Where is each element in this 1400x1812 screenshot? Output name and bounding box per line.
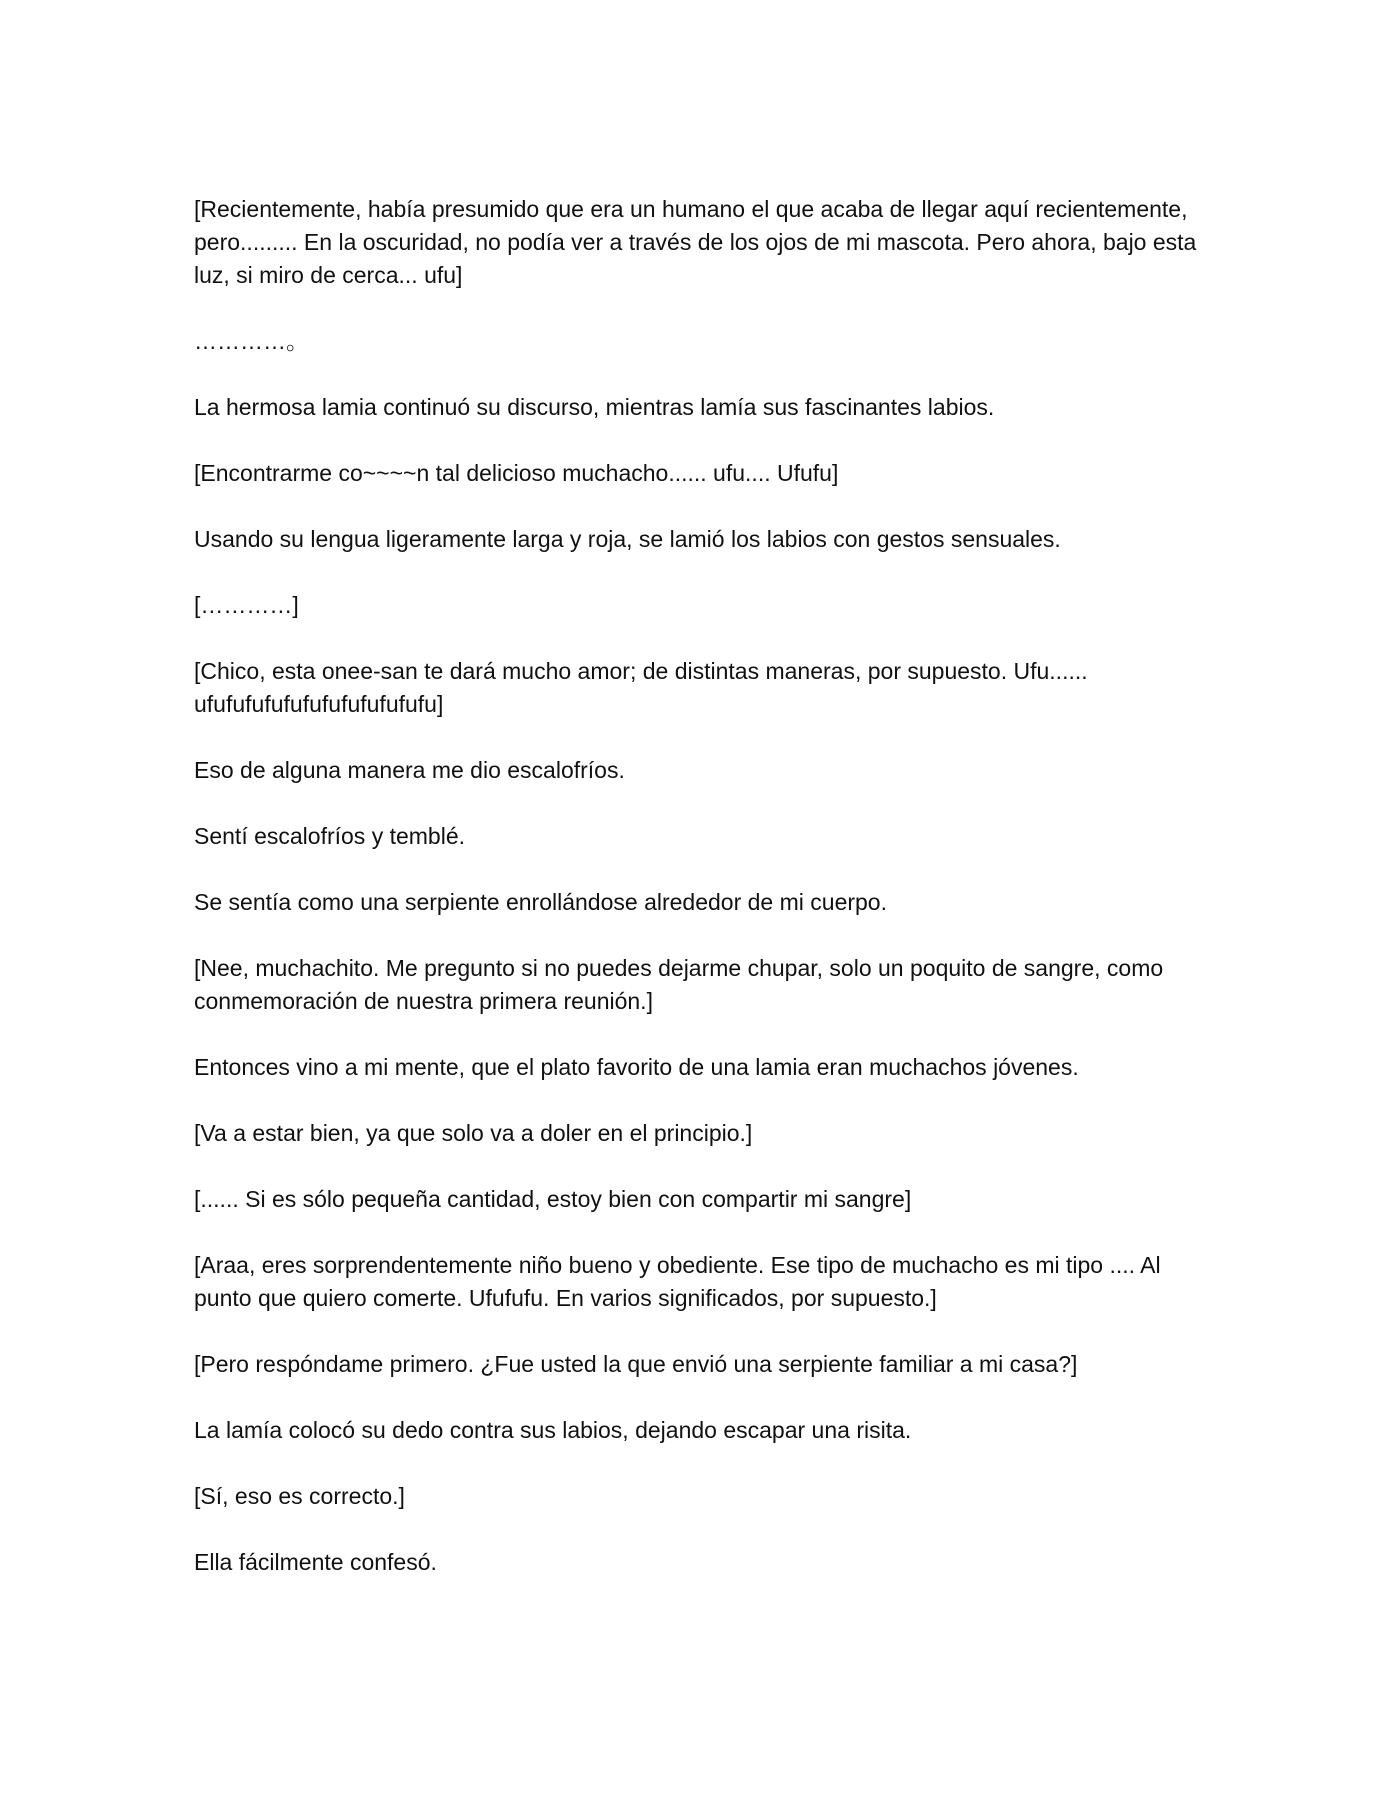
- paragraph: Ella fácilmente confesó.: [194, 1549, 437, 1575]
- paragraph: Eso de alguna manera me dio escalofríos.: [194, 757, 625, 783]
- paragraph: [Encontrarme co~~~~n tal delicioso muchacho...... ufu.... Ufufu]: [194, 460, 839, 486]
- paragraph: [Recientemente, había presumido que era un humano el que acaba de llegar aquí recientemente, pero......... En la oscuridad, no podía ver a través de los ojos de mi mascota. Pero ahora, bajo esta luz, si miro de cerca... ufu]: [194, 196, 1203, 288]
- paragraph: [Va a estar bien, ya que solo va a doler en el principio.]: [194, 1120, 753, 1146]
- paragraph: [...... Si es sólo pequeña cantidad, estoy bien con compartir mi sangre]: [194, 1186, 912, 1212]
- paragraph: [Chico, esta onee-san te dará mucho amor; de distintas maneras, por supuesto. Ufu...... ufufufufufufufufufufufufu]: [194, 658, 1095, 717]
- paragraph: [Araa, eres sorprendentemente niño bueno y obediente. Ese tipo de muchacho es mi tipo .... Al punto que quiero comerte. Ufufufu. En varios significados, por supuesto.]: [194, 1252, 1167, 1311]
- paragraph: Usando su lengua ligeramente larga y roja, se lamió los labios con gestos sensuales.: [194, 526, 1061, 552]
- paragraph: [Sí, eso es correcto.]: [194, 1483, 405, 1509]
- paragraph: …………。: [194, 328, 309, 354]
- paragraph: Entonces vino a mi mente, que el plato favorito de una lamia eran muchachos jóvenes.: [194, 1054, 1079, 1080]
- paragraph: Sentí escalofríos y temblé.: [194, 823, 466, 849]
- paragraph: [Pero respóndame primero. ¿Fue usted la que envió una serpiente familiar a mi casa?]: [194, 1351, 1078, 1377]
- paragraph: La lamía colocó su dedo contra sus labios, dejando escapar una risita.: [194, 1417, 912, 1443]
- paragraph: […………]: [194, 592, 299, 618]
- document-body: [194, 193, 1224, 1612]
- paragraph: La hermosa lamia continuó su discurso, mientras lamía sus fascinantes labios.: [194, 394, 995, 420]
- paragraph: Se sentía como una serpiente enrollándose alrededor de mi cuerpo.: [194, 889, 887, 915]
- paragraph: [Nee, muchachito. Me pregunto si no puedes dejarme chupar, solo un poquito de sangre, como conmemoración de nuestra primera reunión.]: [194, 955, 1170, 1014]
